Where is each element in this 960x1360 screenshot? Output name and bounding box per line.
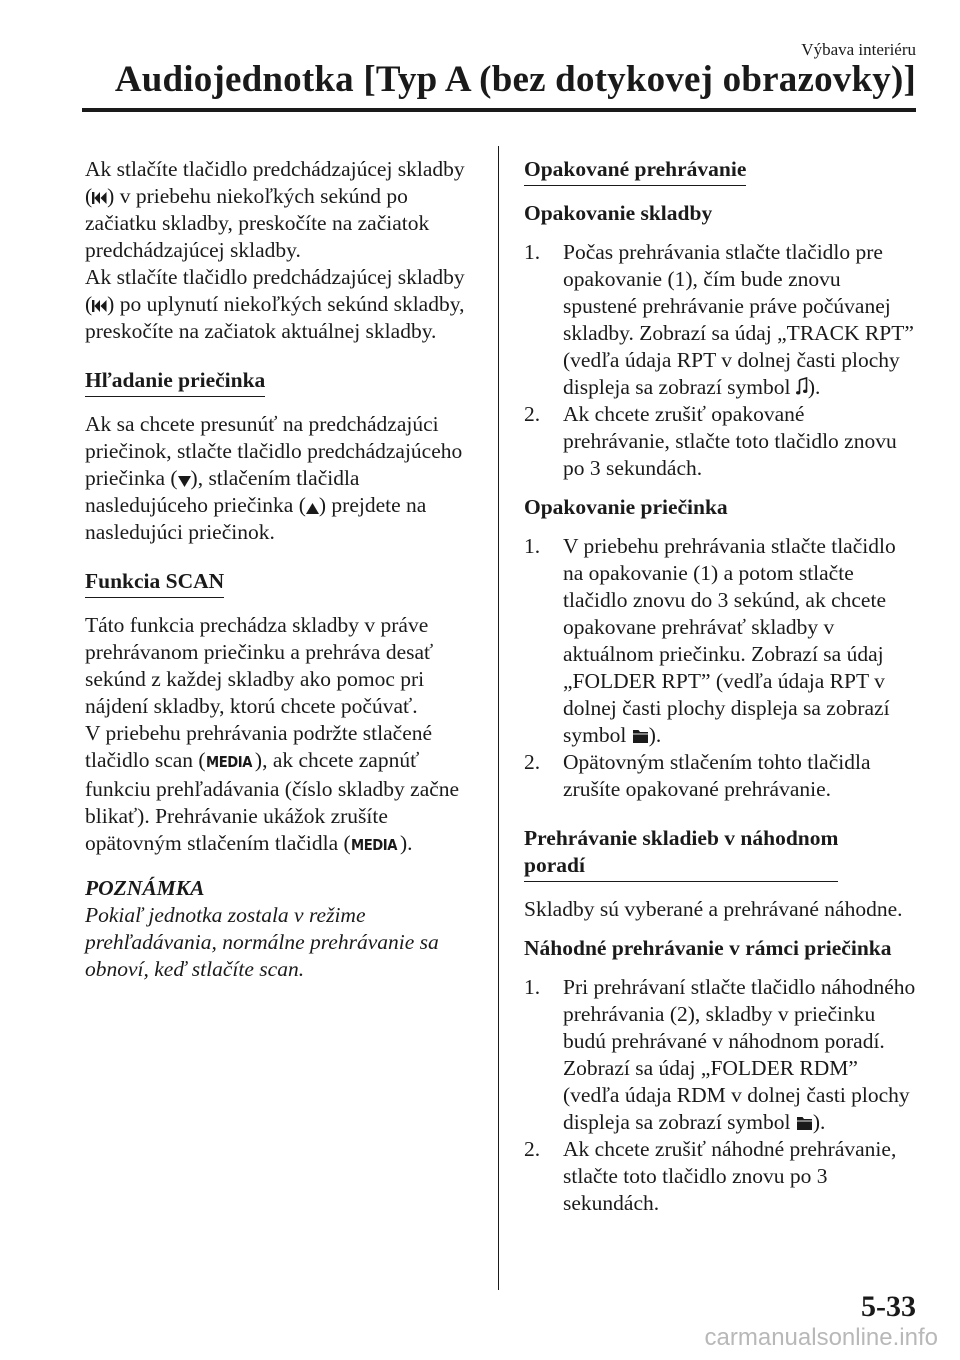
folder-search-text: ), stlačením tlačidla nasledujúceho priečinka ( <box>85 466 360 517</box>
random-folder-subheading: Náhodné prehrávanie v rámci priečinka <box>524 936 892 960</box>
triangle-up-icon <box>306 501 319 515</box>
intro-paragraph-2 <box>85 264 477 345</box>
list-item <box>524 974 916 1136</box>
scan-text: ). <box>400 831 413 855</box>
list-number: 2. <box>524 402 541 426</box>
triangle-down-icon <box>178 474 191 488</box>
list-item <box>524 749 916 803</box>
random-heading <box>524 825 838 882</box>
intro-text: ) v priebehu niekoľkých sekúnd po začiatku skladby, preskočíte na začiatok predchádzajúcej skladby. <box>85 184 430 262</box>
list-number: 2. <box>524 750 541 774</box>
list-text: Ak chcete zrušiť náhodné prehrávanie, stlačte toto tlačidlo znovu po 3 sekundách. <box>563 1137 897 1215</box>
column-divider <box>498 146 499 1290</box>
left-column <box>85 156 477 983</box>
intro-text: Ak stlačíte tlačidlo predchádzajúcej skladby ( <box>85 265 465 316</box>
page-number: 5-33 <box>861 1290 916 1323</box>
list-text: Počas prehrávania stlačte tlačidlo pre opakovanie (1), čím bude znovu spustené prehrávanie práve počúvanej skladby. Zobrazí sa údaj „TRACK RPT” (vedľa údaja RPT v dolnej časti plochy displeja sa zobrazí symbol <box>563 240 914 399</box>
random-heading-line: Prehrávanie skladieb v náhodnom <box>524 826 839 850</box>
list-number: 1. <box>524 534 541 558</box>
list-number: 1. <box>524 975 541 999</box>
skip-previous-icon <box>92 190 107 206</box>
scan-paragraph-1: Táto funkcia prechádza skladby v práve prehrávanom priečinku a prehráva desať sekúnd z každej skladby ako pomoc pri nájdení skladby, ktorú chcete počúvať. <box>85 613 434 718</box>
list-item <box>524 401 916 482</box>
media-button-label: MEDIA <box>350 836 397 854</box>
repeat-track-subheading: Opakovanie skladby <box>524 201 713 225</box>
watermark: carmanualsonline.info <box>704 1324 938 1351</box>
random-folder-list <box>524 974 916 1217</box>
list-text-after: ). <box>812 1110 826 1134</box>
media-button-label: MEDIA <box>205 753 252 771</box>
note-text: Pokiaľ jednotka zostala v režime prehľadávania, normálne prehrávanie sa obnoví, keď stlačíte scan. <box>85 903 439 981</box>
folder-search-heading: Hľadanie priečinka <box>85 367 265 397</box>
note-title: POZNÁMKA <box>85 876 205 900</box>
header-rule <box>82 108 916 112</box>
scan-text: ), ak chcete zapnúť funkciu prehľadávania (číslo skladby začne blikať). Prehrávanie ukážok zrušíte opätovným stlačením tlačidla ( <box>85 748 460 855</box>
intro-text: ) po uplynutí niekoľkých sekúnd skladby, preskočíte na začiatok aktuálnej skladby. <box>85 292 465 343</box>
scan-text: V priebehu prehrávania podržte stlačené tlačidlo scan ( <box>85 721 433 772</box>
list-text-after: ). <box>807 375 821 399</box>
list-text: Opätovným stlačením tohto tlačidla zrušíte opakované prehrávanie. <box>563 750 871 801</box>
folder-search-text: ) prejdete na nasledujúci priečinok. <box>85 493 427 544</box>
list-text: Ak chcete zrušiť opakované prehrávanie, stlačte toto tlačidlo znovu po 3 sekundách. <box>563 402 897 480</box>
repeat-folder-list <box>524 533 916 803</box>
folder-search-paragraph <box>85 411 477 546</box>
list-text-after: ). <box>648 723 662 747</box>
scan-paragraph-2 <box>85 720 477 859</box>
list-item <box>524 533 916 749</box>
section-title: Výbava interiéru <box>801 40 916 59</box>
intro-text: Ak stlačíte tlačidlo predchádzajúcej skladby ( <box>85 157 465 208</box>
music-note-icon <box>796 377 808 397</box>
skip-previous-icon <box>92 298 107 314</box>
folder-icon <box>796 1114 813 1132</box>
list-number: 2. <box>524 1137 541 1161</box>
repeat-folder-subheading: Opakovanie priečinka <box>524 495 728 519</box>
list-number: 1. <box>524 240 541 264</box>
page-title: Audiojednotka [Typ A (bez dotykovej obrazovky)] <box>114 59 916 100</box>
list-item <box>524 1136 916 1217</box>
intro-paragraph-1 <box>85 156 477 264</box>
random-intro: Skladby sú vyberané a prehrávané náhodne. <box>524 897 903 921</box>
folder-icon <box>632 727 649 745</box>
scan-heading: Funkcia SCAN <box>85 568 224 598</box>
repeat-track-list <box>524 239 916 482</box>
random-heading-line: poradí <box>524 853 585 877</box>
repeat-heading: Opakované prehrávanie <box>524 156 746 186</box>
right-column <box>524 156 916 1229</box>
folder-search-text: Ak sa chcete presunúť na predchádzajúci priečinok, stlačte tlačidlo predchádzajúceho priečinka ( <box>85 412 463 490</box>
list-text: V priebehu prehrávania stlačte tlačidlo na opakovanie (1) a potom stlačte tlačidlo znovu do 3 sekúnd, ak chcete opakovane prehrávať skladby v aktuálnom priečinku. Zobrazí sa údaj „FOLDER RPT” (vedľa údaja RPT v dolnej časti plochy displeja sa zobrazí symbol <box>563 534 896 747</box>
list-text: Pri prehrávaní stlačte tlačidlo náhodného prehrávania (2), skladby v priečinku budú prehrávané v náhodnom poradí. Zobrazí sa údaj „FOLDER RDM” (vedľa údaja RDM v dolnej časti plochy displeja sa zobrazí symbol <box>563 975 916 1134</box>
list-item <box>524 239 916 401</box>
